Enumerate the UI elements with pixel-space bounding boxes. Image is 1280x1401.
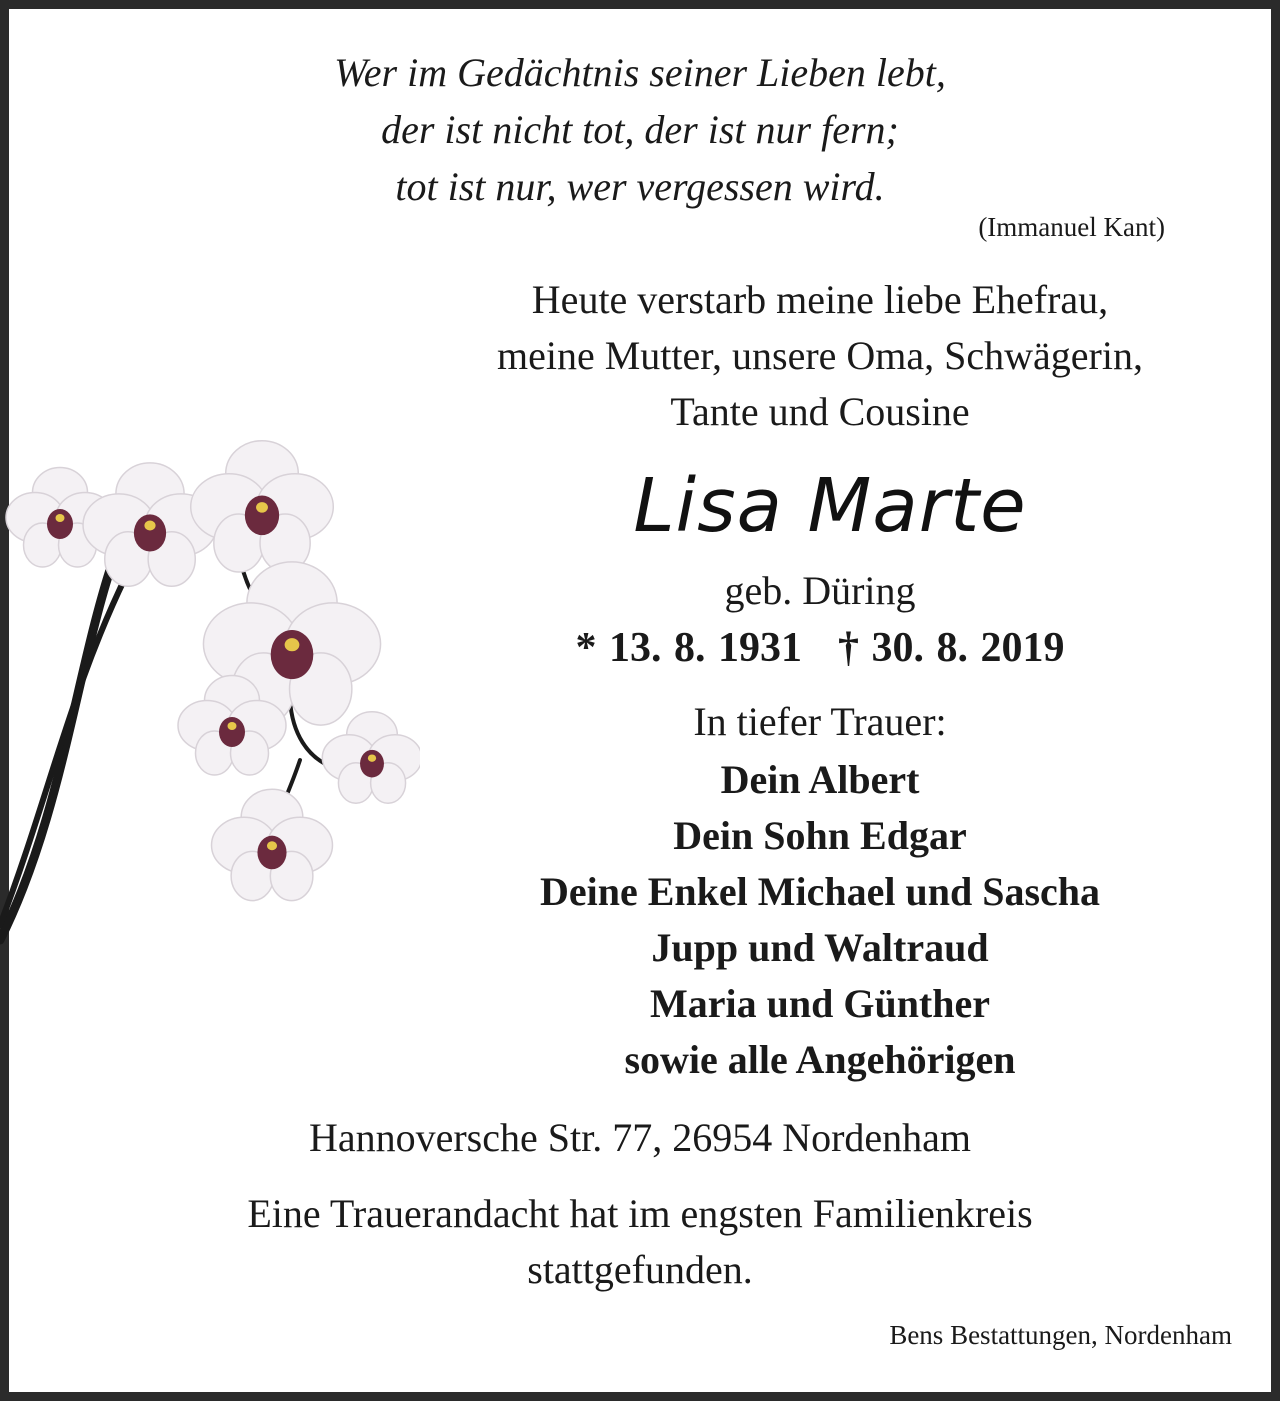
announcement-line: Tante und Cousine <box>670 389 970 434</box>
mourner-name: Maria und Günther <box>649 981 991 1026</box>
announcement-line: meine Mutter, unsere Oma, Schwägerin, <box>497 333 1143 378</box>
mourner-name: Deine Enkel Michael und Sascha <box>539 869 1101 914</box>
deceased-name: Lisa Marte <box>633 463 1027 549</box>
death-date: † 30. 8. 2019 <box>838 625 1065 671</box>
quote-line: der ist nicht tot, der ist nur fern; <box>381 107 899 152</box>
birth-date: * 13. 8. 1931 <box>575 625 802 671</box>
family-address: Hannoversche Str. 77, 26954 Nordenham <box>308 1115 972 1160</box>
death-announcement <box>400 272 1240 440</box>
quote-author: (Immanuel Kant) <box>978 212 1165 242</box>
mourning-label: In tiefer Trauer: <box>693 699 947 744</box>
orchid-flower <box>322 712 420 804</box>
announcement-line: Heute verstarb meine liebe Ehefrau, <box>531 277 1109 322</box>
mourner-name: sowie alle Angehörigen <box>624 1037 1016 1082</box>
epitaph-quote <box>140 44 1140 215</box>
quote-line: Wer im Gedächtnis seiner Lieben lebt, <box>334 50 946 95</box>
mourner-name: Dein Sohn Edgar <box>673 813 967 858</box>
mourners-list <box>420 752 1220 1088</box>
mourner-name: Jupp und Waltraud <box>651 925 989 970</box>
service-line: Eine Trauerandacht hat im engsten Familienkreis <box>247 1191 1033 1236</box>
orchid-flower <box>212 789 333 900</box>
orchid-icon <box>0 400 420 960</box>
quote-line: tot ist nur, wer vergessen wird. <box>395 164 885 209</box>
maiden-name: geb. Düring <box>724 568 916 613</box>
life-dates <box>420 618 1220 678</box>
mourner-name: Dein Albert <box>720 757 920 802</box>
service-line: stattgefunden. <box>527 1247 753 1292</box>
orchid-flower <box>191 441 334 572</box>
service-note <box>140 1186 1140 1298</box>
undertaker-credit: Bens Bestattungen, Nordenham <box>889 1320 1232 1350</box>
